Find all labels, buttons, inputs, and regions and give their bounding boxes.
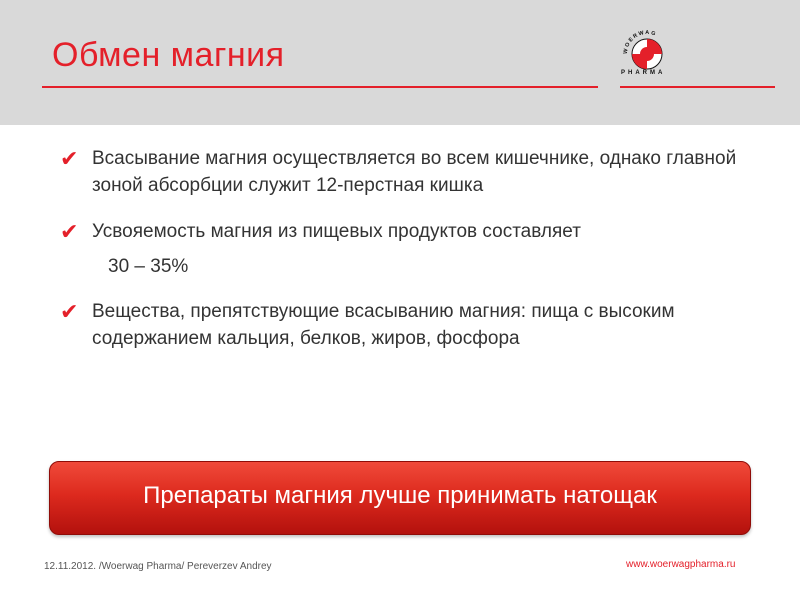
title-underline — [42, 86, 598, 88]
logo-ring-text: WOERWAG — [622, 29, 658, 55]
bullet-item — [62, 218, 762, 280]
check-icon: ✔ — [60, 300, 79, 325]
bullet-text: Усвояемость магния из пищевых продуктов составляет — [92, 221, 581, 242]
slide-title: Обмен магния — [52, 36, 285, 74]
footer-website-link[interactable]: www.woerwagpharma.ru — [626, 559, 736, 570]
banner-text: Препараты магния лучше принимать натощак — [143, 482, 657, 509]
check-icon: ✔ — [60, 220, 79, 245]
bullet-text: Вещества, препятствующие всасыванию магния: пища с высоким содержанием кальция, белков, жиров, фосфора — [92, 301, 675, 349]
check-icon: ✔ — [60, 147, 79, 172]
footer-date-author: 12.11.2012. /Woerwag Pharma/ Pereverzev Andrey — [44, 561, 272, 572]
bullet-item — [62, 298, 762, 352]
logo-pharma-text: PHARMA — [621, 70, 666, 76]
bullet-text: Всасывание магния осуществляется во всем кишечнике, однако главной зоной абсорбции служит 12-перстная кишка — [92, 148, 737, 196]
header-band — [0, 0, 800, 125]
bullet-item — [62, 145, 762, 199]
bullet-list — [62, 145, 762, 352]
bullet-value: 30 – 35% — [108, 256, 189, 277]
highlight-banner — [49, 461, 751, 535]
logo-underline — [620, 86, 775, 88]
